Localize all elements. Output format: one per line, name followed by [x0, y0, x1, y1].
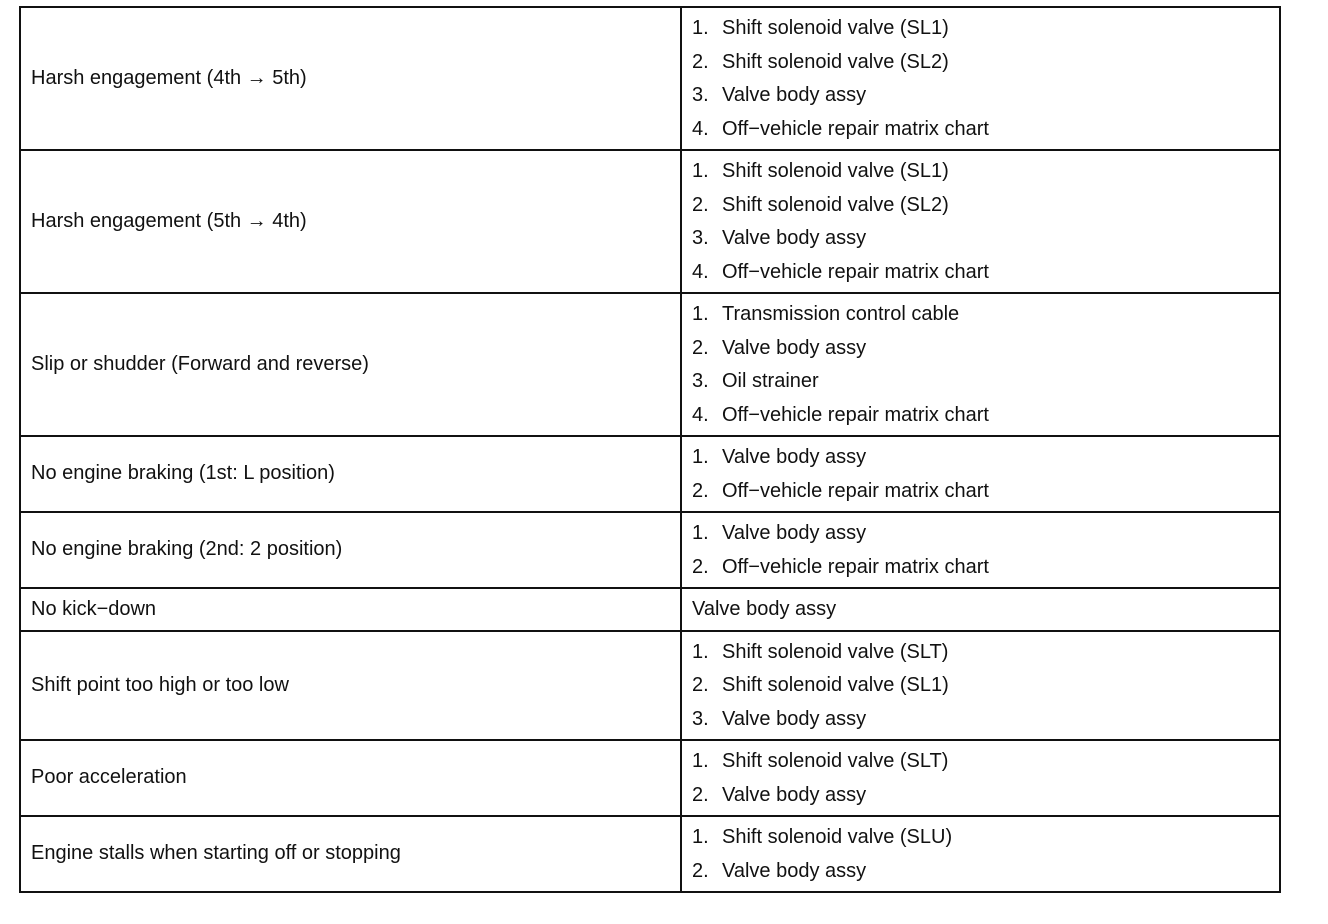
list-item-number: 2. [692, 479, 709, 502]
list-item [692, 517, 1269, 551]
list-item [692, 636, 1269, 670]
table-row [20, 588, 1280, 631]
list-item [692, 399, 1269, 433]
problem-cell [20, 512, 681, 588]
list-item-number: 4. [692, 117, 709, 140]
list-item [692, 365, 1269, 399]
list-item [692, 222, 1269, 256]
list-item-text: Transmission control cable [722, 303, 960, 325]
list-item-number: 3. [692, 707, 709, 730]
problem-cell [20, 150, 681, 293]
list-item-text: Off−vehicle repair matrix chart [722, 479, 989, 502]
list-item-text: Off−vehicle repair matrix chart [722, 260, 989, 283]
list-item [692, 332, 1269, 366]
list-item-text: Valve body assy [722, 84, 867, 106]
suspected-parts-list [692, 513, 1269, 587]
list-item-text: Shift solenoid valve (SL1) [722, 160, 949, 182]
suspected-parts-list [692, 817, 1269, 891]
suspected-parts-cell [681, 740, 1280, 816]
list-item-text: Valve body assy [722, 522, 867, 544]
table-row [20, 631, 1280, 741]
list-item-number: 3. [692, 227, 709, 249]
list-item-text: Off−vehicle repair matrix chart [722, 555, 989, 578]
list-item [692, 669, 1269, 703]
table-row [20, 512, 1280, 588]
list-item-number: 1. [692, 750, 709, 772]
problem-cell [20, 588, 681, 631]
list-item-number: 1. [692, 640, 709, 663]
list-item-number: 4. [692, 403, 709, 426]
symptom-table-body [20, 7, 1280, 892]
suspected-parts-list [692, 741, 1269, 815]
table-row [20, 816, 1280, 892]
suspected-part-text: Valve body assy [692, 598, 837, 620]
list-item-text: Shift solenoid valve (SLT) [722, 750, 949, 772]
list-item-number: 2. [692, 336, 709, 359]
table-row [20, 293, 1280, 436]
list-item-number: 2. [692, 859, 709, 882]
list-item-number: 2. [692, 674, 709, 696]
problem-text: Shift point too high or too low [31, 673, 289, 696]
list-item-number: 3. [692, 84, 709, 106]
list-item [692, 298, 1269, 332]
problem-cell [20, 816, 681, 892]
list-item-text: Valve body assy [722, 227, 867, 249]
list-item-text: Off−vehicle repair matrix chart [722, 117, 989, 140]
suspected-parts-cell [681, 816, 1280, 892]
list-item-number: 1. [692, 446, 709, 468]
list-item-text: Off−vehicle repair matrix chart [722, 403, 989, 426]
problem-cell [20, 293, 681, 436]
list-item-number: 1. [692, 160, 709, 182]
suspected-parts-cell [681, 150, 1280, 293]
problem-text: Poor acceleration [31, 766, 187, 789]
suspected-parts-cell [681, 436, 1280, 512]
list-item-text: Oil strainer [722, 370, 819, 392]
list-item-number: 2. [692, 783, 709, 806]
table-row [20, 7, 1280, 150]
list-item [692, 155, 1269, 189]
list-item [692, 256, 1269, 290]
list-item [692, 46, 1269, 80]
list-item-number: 1. [692, 522, 709, 544]
problem-text: Harsh engagement (4th → 5th) [31, 66, 307, 89]
suspected-parts-list [692, 437, 1269, 511]
list-item-text: Shift solenoid valve (SL2) [722, 193, 949, 216]
list-item-text: Shift solenoid valve (SL1) [722, 17, 949, 39]
list-item-text: Valve body assy [722, 707, 867, 730]
problem-text: Slip or shudder (Forward and reverse) [31, 352, 369, 375]
list-item-number: 3. [692, 370, 709, 392]
list-item [692, 745, 1269, 779]
suspected-parts-cell [681, 588, 1280, 631]
list-item-number: 4. [692, 260, 709, 283]
list-item [692, 113, 1269, 147]
list-item [692, 703, 1269, 737]
list-item-text: Shift solenoid valve (SL2) [722, 50, 949, 73]
problem-cell [20, 7, 681, 150]
list-item-text: Valve body assy [722, 859, 867, 882]
problem-text: Engine stalls when starting off or stopping [31, 842, 401, 865]
suspected-parts-cell [681, 7, 1280, 150]
list-item [692, 855, 1269, 889]
list-item-text: Valve body assy [722, 336, 867, 359]
list-item-number: 2. [692, 50, 709, 73]
suspected-parts-list [692, 8, 1269, 149]
problem-text: No kick−down [31, 597, 157, 620]
suspected-parts-cell [681, 512, 1280, 588]
list-item-number: 1. [692, 17, 709, 39]
problem-text: No engine braking (2nd: 2 position) [31, 538, 343, 561]
suspected-parts-list [692, 632, 1269, 740]
list-item [692, 821, 1269, 855]
table-row [20, 436, 1280, 512]
problem-cell [20, 740, 681, 816]
suspected-parts-list [692, 294, 1269, 435]
list-item [692, 475, 1269, 509]
list-item [692, 12, 1269, 46]
list-item [692, 779, 1269, 813]
list-item-text: Valve body assy [722, 783, 867, 806]
list-item [692, 189, 1269, 223]
suspected-parts-cell [681, 631, 1280, 741]
problem-cell [20, 436, 681, 512]
symptom-table [19, 6, 1281, 893]
table-row [20, 150, 1280, 293]
problem-text: No engine braking (1st: L position) [31, 462, 335, 485]
list-item [692, 79, 1269, 113]
list-item-text: Valve body assy [722, 446, 867, 468]
list-item-number: 1. [692, 826, 709, 848]
list-item-text: Shift solenoid valve (SLT) [722, 640, 949, 663]
list-item-number: 2. [692, 555, 709, 578]
list-item-text: Shift solenoid valve (SLU) [722, 826, 953, 848]
list-item [692, 551, 1269, 585]
list-item-text: Shift solenoid valve (SL1) [722, 674, 949, 696]
list-item-number: 2. [692, 193, 709, 216]
suspected-parts-cell [681, 293, 1280, 436]
problem-cell [20, 631, 681, 741]
problem-text: Harsh engagement (5th → 4th) [31, 209, 307, 232]
list-item-number: 1. [692, 303, 709, 325]
list-item [692, 441, 1269, 475]
table-row [20, 740, 1280, 816]
suspected-parts-list [692, 151, 1269, 292]
